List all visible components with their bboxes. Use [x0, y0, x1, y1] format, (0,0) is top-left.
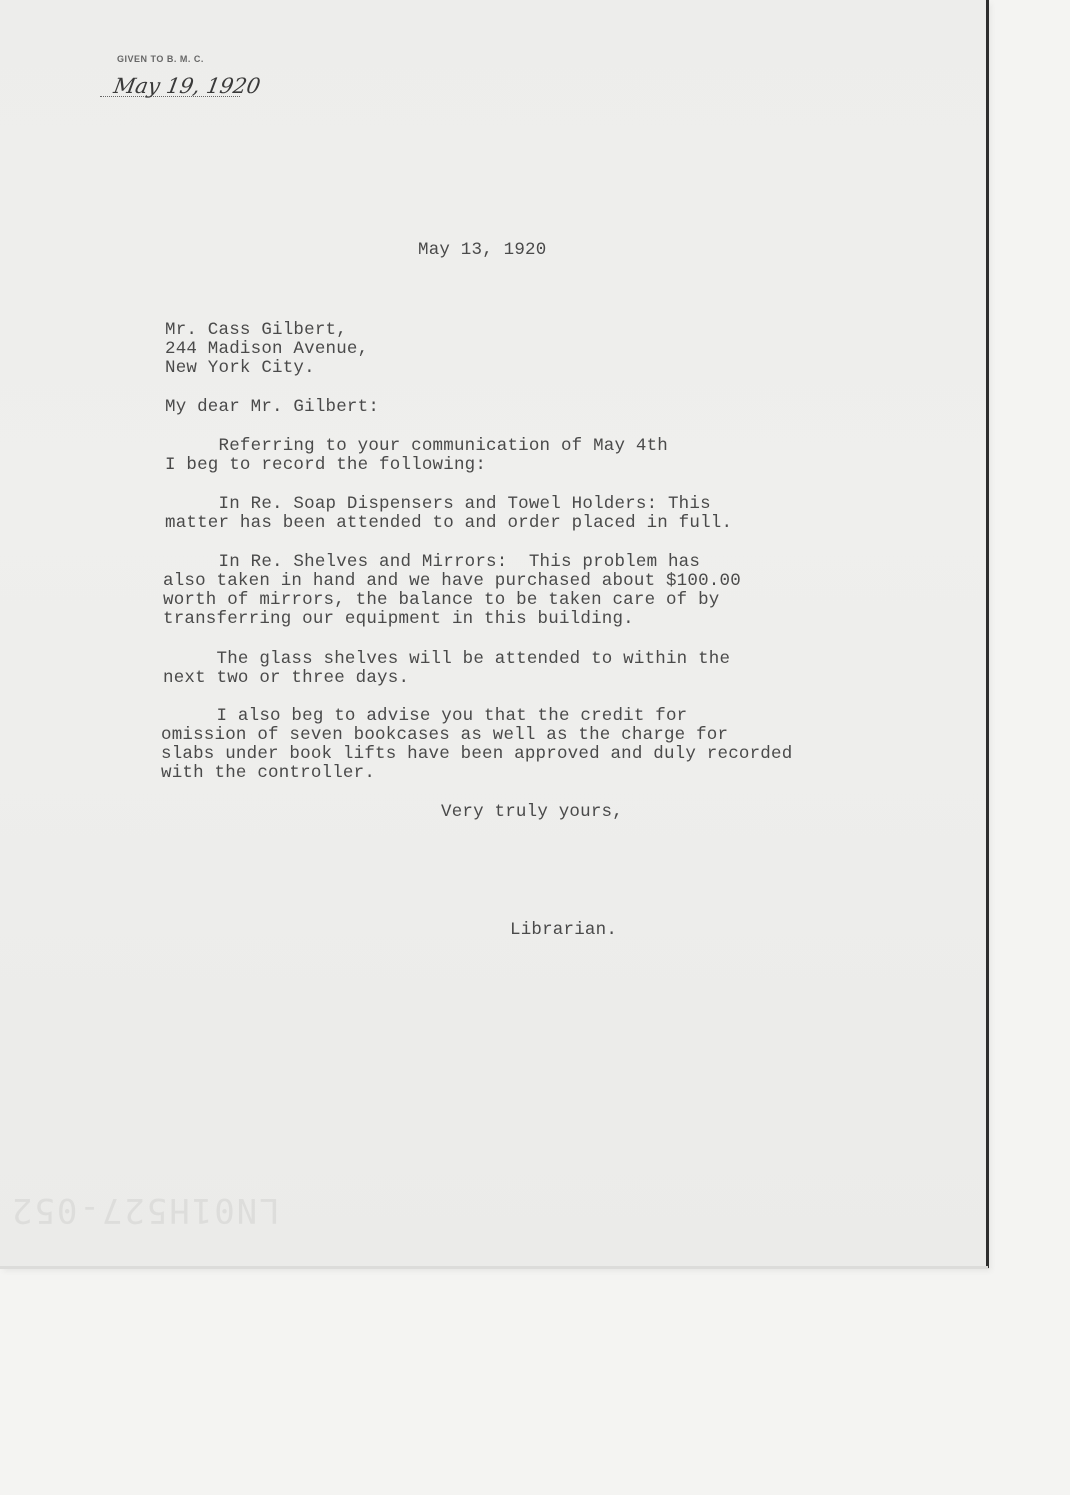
- stamp-dotted-line: [100, 96, 240, 97]
- address-line-1: Mr. Cass Gilbert,: [165, 320, 347, 340]
- paragraph-3-line-1: In Re. Shelves and Mirrors: This problem has: [165, 552, 701, 572]
- paragraph-1-line-2: I beg to record the following:: [165, 455, 487, 475]
- paragraph-5-line-3: slabs under book lifts have been approved and duly recorded: [161, 744, 793, 764]
- paragraph-5-line-4: with the controller.: [161, 763, 376, 783]
- stamp-label: GIVEN TO B. M. C.: [117, 54, 204, 64]
- paragraph-3-line-4: transferring our equipment in this building.: [163, 609, 634, 629]
- paragraph-1-line-1: Referring to your communication of May 4th: [165, 436, 668, 456]
- handwritten-date: May 19, 1920: [111, 74, 263, 98]
- paragraph-4-line-1: The glass shelves will be attended to within the: [163, 649, 731, 669]
- letter-date: May 13, 1920: [418, 240, 547, 260]
- paragraph-2-line-1: In Re. Soap Dispensers and Towel Holders: This: [165, 494, 711, 514]
- paragraph-5-line-2: omission of seven bookcases as well as the charge for: [161, 725, 729, 745]
- signature-title: Librarian.: [510, 920, 618, 940]
- address-line-2: 244 Madison Avenue,: [165, 339, 369, 359]
- paper-bottom-edge: [0, 1266, 988, 1269]
- paragraph-3-line-2: also taken in hand and we have purchased about $100.00: [163, 571, 741, 591]
- paper-edge: [986, 0, 989, 1268]
- paragraph-2-line-2: matter has been attended to and order placed in full.: [165, 513, 733, 533]
- paragraph-3-line-3: worth of mirrors, the balance to be taken care of by: [163, 590, 720, 610]
- archive-id-watermark: LN01H527-052: [10, 1190, 280, 1230]
- address-line-3: New York City.: [165, 358, 315, 378]
- salutation: My dear Mr. Gilbert:: [165, 397, 380, 417]
- closing: Very truly yours,: [441, 802, 623, 822]
- paragraph-5-line-1: I also beg to advise you that the credit for: [163, 706, 688, 726]
- paragraph-4-line-2: next two or three days.: [163, 668, 410, 688]
